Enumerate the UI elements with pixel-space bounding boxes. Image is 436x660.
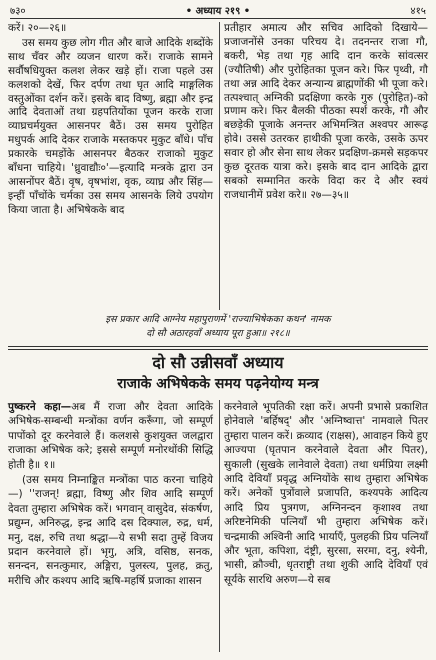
section-divider: [8, 346, 428, 347]
bottom-columns: [8, 400, 428, 656]
header-left-number: ७३०: [10, 6, 26, 17]
text-paragraph: (उस समय निम्नाङ्कित मन्त्रोंका पाठ करना चाहिये—) ''राजन्! ब्रह्मा, विष्णु और शिव आदि सम्पूर्ण देवता तुम्हारा अभिषेक करें। भगवान् वासुदेव, संकर्षण, प्रद्युम्न, अनिरुद्ध, इन्द्र आदि दस दिक्पाल, रुद्र, धर्म, मनु, दक्ष, रुचि तथा श्रद्धा—ये सभी सदा तुम्हें विजय प्रदान करनेवाले हों। भृगु, अत्रि, वसिष्ठ, सनक, सनन्दन, सनत्कुमार, अङ्गिरा, पुलस्त्य, पुलह, क्रतु, मरीचि और कश्यप आदि ऋषि-महर्षि प्रजाका शासन: [8, 474, 213, 587]
text-paragraph: [8, 400, 213, 472]
chapter-title: दो सौ उन्नीसवाँ अध्याय: [152, 353, 284, 372]
chapter-subtitle: राजाके अभिषेकके समय पढ़नेयोग्य मन्त्र: [117, 376, 319, 392]
bottom-right-column: [224, 400, 428, 588]
top-columns: [8, 22, 428, 312]
header-page-number: ४१५: [410, 6, 426, 17]
colophon-line: इस प्रकार आदि आग्नेय महापुराणमें 'राज्याभिषेकका कथन' नामक: [105, 314, 331, 325]
section-divider: [8, 349, 428, 350]
speaker-label: पुष्करने कहा—: [8, 401, 72, 413]
speech-text: अब मैं राजा और देवता आदिके अभिषेक-सम्बन्धी मन्त्रोंका वर्णन करूँगा, जो सम्पूर्ण पापोंको दूर करनेवाले हैं। कलशसे कुशयुक्त जलद्वारा राजाका अभिषेक करे; इससे सम्पूर्ण मनोरथोंकी सिद्धि होती है॥ १॥: [8, 401, 213, 471]
top-left-column: [8, 22, 213, 219]
column-divider: [219, 400, 220, 652]
text-paragraph: उस समय कुछ लोग गीत और बाजे आदिके शब्दोंके साथ चँवर और व्यजन धारण करें। राजाके सामने सर्वौषधियुक्त कलश लेकर खड़े हों। राजा पहले उस कलशको देखें, फिर दर्पण तथा घृत आदि माङ्गलिक वस्तुओंका दर्शन करें। इसके बाद विष्णु, ब्रह्मा और इन्द्र आदि देवताओं तथा ग्रहपतियोंका पूजन करके राजा व्याघ्रचर्मयुक्त आसनपर बैठें। उस समय पुरोहित मधुपर्क आदि देकर राजाके मस्तकपर मुकुट बाँधे। पाँच प्रकारके चमड़ोंके आसनपर बैठकर राजाको मुकुट बाँधना चाहिये। 'ध्रुवाद्यौः०'—इत्यादि मन्त्रके द्वारा उन आसनोंपर बैठें। वृष, वृषभांश, वृक, व्याघ्र और सिंह—इन्हीं पाँचोंके चर्मका उस समय आसनके लिये उपयोग किया जाता है। अभिषेकके बाद: [8, 36, 213, 216]
bottom-left-column: [8, 400, 213, 589]
running-header: [10, 2, 426, 19]
top-right-column: [224, 22, 428, 204]
colophon-line: दो सौ अठारहवाँ अध्याय पूरा हुआ॥ २१८॥: [146, 328, 290, 339]
header-chapter: • अध्याय २१९ •: [185, 6, 251, 17]
chapter-colophon: [8, 313, 428, 343]
column-divider: [219, 22, 220, 310]
text-paragraph: करनेवाले भूपतिकी रक्षा करें। अपनी प्रभासे प्रकाशित होनेवाले 'बर्हिषद्' और 'अग्निष्वात्त' नामवाले पितर तुम्हारा पालन करें। क्रव्याद (राक्षस), आवाहन किये हुए आज्यपा (घृतपान करनेवाले देवता और पितर), सुकाली (सुखके लानेवाले देवता) तथा धर्मप्रिया लक्ष्मी आदि देवियाँ प्रवृद्ध अग्नियोंके साथ तुम्हारा अभिषेक करें। अनेकों पुत्रोंवाले प्रजापति, कश्यपके आदित्य आदि प्रिय पुत्रगण, अग्निनन्दन कृशाश्व तथा अरिष्टनेमिकी पत्नियाँ भी तुम्हारा अभिषेक करें। चन्द्रमाकी अश्विनी आदि भार्याएँ, पुलहकी प्रिय पत्नियाँ और भूता, कपिशा, दंष्ट्री, सुरसा, सरमा, दनु, श्येनी, भासी, क्रौञ्ची, धृतराष्ट्री तथा शुकी आदि देवियाँ एवं सूर्यके सारथि अरुण—ये सब: [224, 401, 428, 586]
text-paragraph: प्रतीहार अमात्य और सचिव आदिको दिखाये—प्रजाजनोंसे उनका परिचय दे। तदनन्तर राजा गौ, बकरी, भेड़ तथा गृह आदि दान करके सांवत्सर (ज्यौतिषी) और पुरोहितका पूजन करे। फिर पृथ्वी, गौ तथा अन्न आदि देकर अन्यान्य ब्राह्मणोंकी भी पूजा करे। तत्पश्चात् अग्निकी प्रदक्षिणा करके गुरु (पुरोहित)-को प्रणाम करे। फिर बैलकी पीठका स्पर्श करके, गौ और बछड़ेकी पूजाके अनन्तर अभिमन्त्रित अश्वपर आरूढ़ होवे। उससे उतरकर हाथीकी पूजा करके, उसके ऊपर सवार हो और सेना साथ लेकर प्रदक्षिण-क्रमसे सड़कपर कुछ दूरतक यात्रा करे। इसके बाद दान आदिके द्वारा सबको सम्मानित करके विदा कर दे और स्वयं राजधानीमें प्रवेश करे॥ २७—३५॥: [224, 22, 428, 201]
text-paragraph: करें। २०—२६॥: [8, 22, 67, 34]
